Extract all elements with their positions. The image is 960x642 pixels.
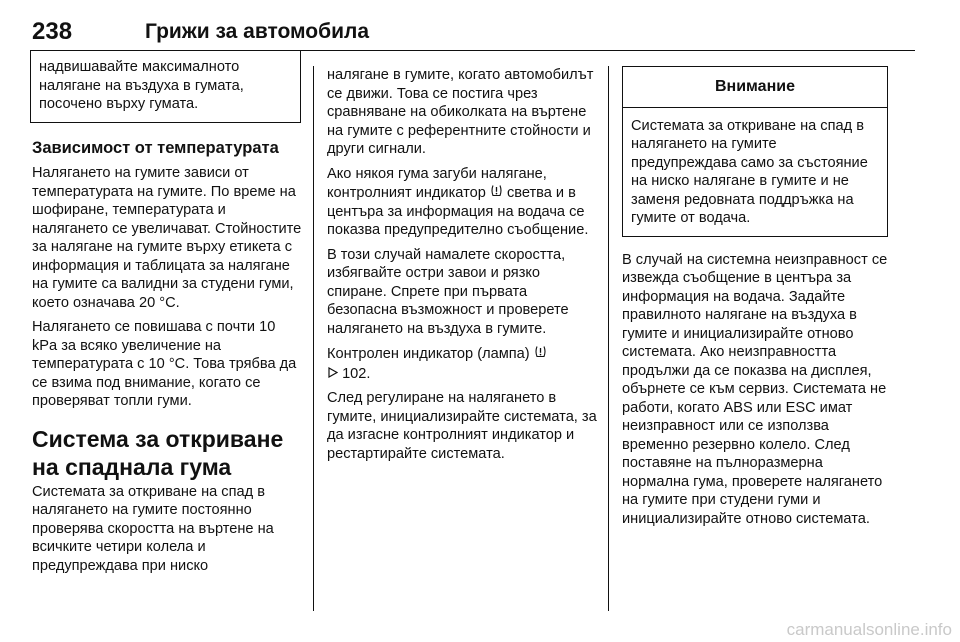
paragraph: В този случай намалете скоростта, избягвайте остри завои и рязко спиране. Спрете при първата безопасна възможност и проверете налягането на въздуха в гумите. <box>327 246 569 337</box>
warning-title: Внимание <box>623 67 887 108</box>
paragraph: налягане в гумите, когато автомобилът се движи. Това се постига чрез сравняване на обиколката на въртене на гумите с референтните стойности и други сигнали. <box>327 67 594 157</box>
column-left <box>32 50 302 581</box>
tpms-warning-icon <box>534 344 547 363</box>
warning-text: Системата за откриване на спад в налягането на гумите предупреждава само за състояние на ниско налягане в гумите и не заменя редовната поддръжка на гумите от водача. <box>631 117 868 226</box>
column-middle <box>327 66 597 469</box>
note-text: надвишавайте максималното налягане на въздуха в гумата, посочено върху гумата. <box>39 59 244 112</box>
page-reference-icon <box>327 364 338 383</box>
paragraph-text: Ако някоя гума загуби налягане, контролният индикатор <box>327 165 547 201</box>
warning-box <box>622 66 888 237</box>
paragraph-text: Контролен индикатор (лампа) <box>327 346 530 362</box>
tpms-warning-icon <box>490 183 503 202</box>
paragraph: Системата за откриване на спад в налягането на гумите постоянно проверява скоростта на въртене на всичките четири колела и предупреждава при ниско <box>32 483 274 574</box>
paragraph-text: светва и в центъра за информация на водача се показва предупредително съобщение. <box>327 185 589 238</box>
paragraph: Налягането се повишава с почти 10 kPa за всяко увеличение на температурата с 10 °C. Това трябва да се взима под внимание, когато се проверяват топли гуми. <box>32 319 297 409</box>
paragraph: В случай на системна неизправност се извежда съобщение в центъра за информация на водача. Задайте правилното налягане на въздуха в гумите и инициализирайте отново системата. Ако неизправността продължи да се показва на дисплея, обърнете се към сервиз. Системата не работи, когато ABS или ESC имат неизправност или се използва временно резервно колело. След поставяне на пълноразмерна нормална гума, проверете налягането на гумите при студени гуми и инициализирайте отново системата. <box>622 251 888 527</box>
watermark: carmanualsonline.info <box>786 620 952 639</box>
page-reference[interactable]: 102. <box>342 365 371 382</box>
page-header <box>30 14 915 50</box>
note-box <box>30 50 301 123</box>
column-right <box>622 66 890 534</box>
paragraph: След регулиране на налягането в гумите, инициализирайте системата, за да изгасне контролният индикатор и рестартирайте системата. <box>327 390 597 462</box>
paragraph <box>327 344 597 383</box>
page-title: Грижи за автомобила <box>145 20 370 43</box>
paragraph <box>327 165 597 240</box>
section-heading: Система за откриване на спаднала гума <box>32 425 284 480</box>
column-divider-2 <box>608 66 609 611</box>
paragraph: Налягането на гумите зависи от температурата на гумите. По време на шофиране, температурата и налягането се увеличават. Стойностите за налягане на гумите върху етикета с информация и таблицата за налягане на гумите са валидни за студени гуми, което означава 20 °C. <box>32 165 302 311</box>
page-number: 238 <box>32 18 73 45</box>
column-divider-1 <box>313 66 314 611</box>
section-subheading: Зависимост от температурата <box>32 138 279 157</box>
